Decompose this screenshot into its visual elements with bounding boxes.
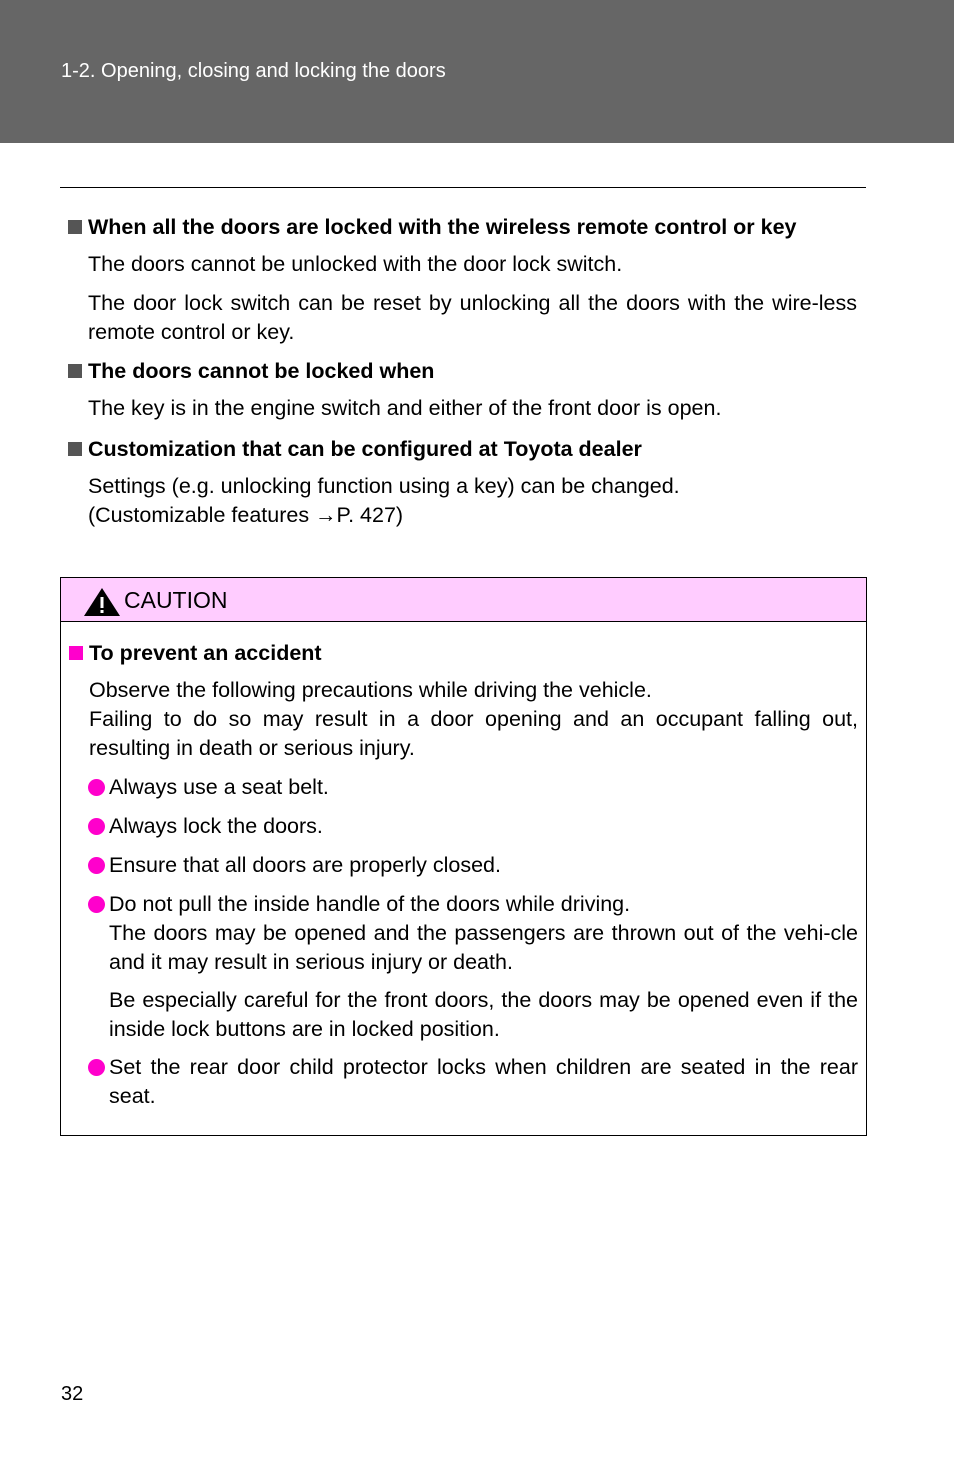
note-paragraph: The doors cannot be unlocked with the door lock switch.	[88, 252, 623, 276]
caution-header	[61, 578, 866, 622]
list-item: Set the rear door child protector locks when children are seated in the rear seat.	[61, 1053, 858, 1111]
list-item: Ensure that all doors are properly closed.	[61, 851, 858, 880]
top-rule	[60, 187, 866, 188]
caution-box	[60, 577, 867, 1136]
note-heading: Customization that can be configured at Toyota dealer	[60, 436, 857, 462]
list-item: Do not pull the inside handle of the doors while driving. The doors may be opened and the passengers are thrown out of the vehi-cle and it may result in serious injury or death. Be especially careful for the front doors, the doors may be opened even if the inside lock buttons are in locked position.	[61, 890, 858, 1044]
section-title: 1-2. Opening, closing and locking the doors	[61, 60, 446, 82]
bullet-detail: The doors may be opened and the passengers are thrown out of the vehi-cle and it may result in serious injury or death.	[109, 921, 858, 974]
note-heading: When all the doors are locked with the wireless remote control or key	[60, 214, 857, 240]
note-customization	[60, 436, 857, 530]
square-bullet-icon	[68, 220, 82, 234]
note-paragraph: Settings (e.g. unlocking function using a key) can be changed.	[88, 474, 680, 498]
bullet-detail: Be especially careful for the front doors, the doors may be opened even if the inside lock buttons are in locked position.	[109, 988, 858, 1041]
list-item: Always use a seat belt.	[61, 773, 858, 802]
circle-bullet-icon	[88, 896, 105, 913]
caution-content	[61, 640, 858, 1111]
circle-bullet-icon	[88, 857, 105, 874]
caution-heading: To prevent an accident	[61, 640, 858, 666]
note-paragraph: (Customizable features →P. 427)	[88, 503, 404, 527]
circle-bullet-icon	[88, 818, 105, 835]
list-item: Always lock the doors.	[61, 812, 858, 841]
header-band	[0, 0, 954, 143]
note-paragraph: The key is in the engine switch and either of the front door is open.	[88, 396, 722, 420]
note-heading: The doors cannot be locked when	[60, 358, 857, 384]
square-bullet-icon	[69, 646, 83, 660]
square-bullet-icon	[68, 364, 82, 378]
caution-intro: Failing to do so may result in a door opening and an occupant falling out, resulting in death or serious injury.	[89, 707, 858, 760]
warning-triangle-icon	[83, 587, 121, 617]
page-number: 32	[61, 1383, 84, 1405]
note-locked-doors	[60, 214, 857, 347]
note-cannot-lock	[60, 358, 857, 423]
caution-label: CAUTION	[124, 587, 228, 613]
circle-bullet-icon	[88, 1059, 105, 1076]
circle-bullet-icon	[88, 779, 105, 796]
caution-intro: Observe the following precautions while driving the vehicle.	[89, 678, 652, 702]
note-paragraph: The door lock switch can be reset by unlocking all the doors with the wire-less remote control or key.	[88, 291, 857, 344]
square-bullet-icon	[68, 442, 82, 456]
